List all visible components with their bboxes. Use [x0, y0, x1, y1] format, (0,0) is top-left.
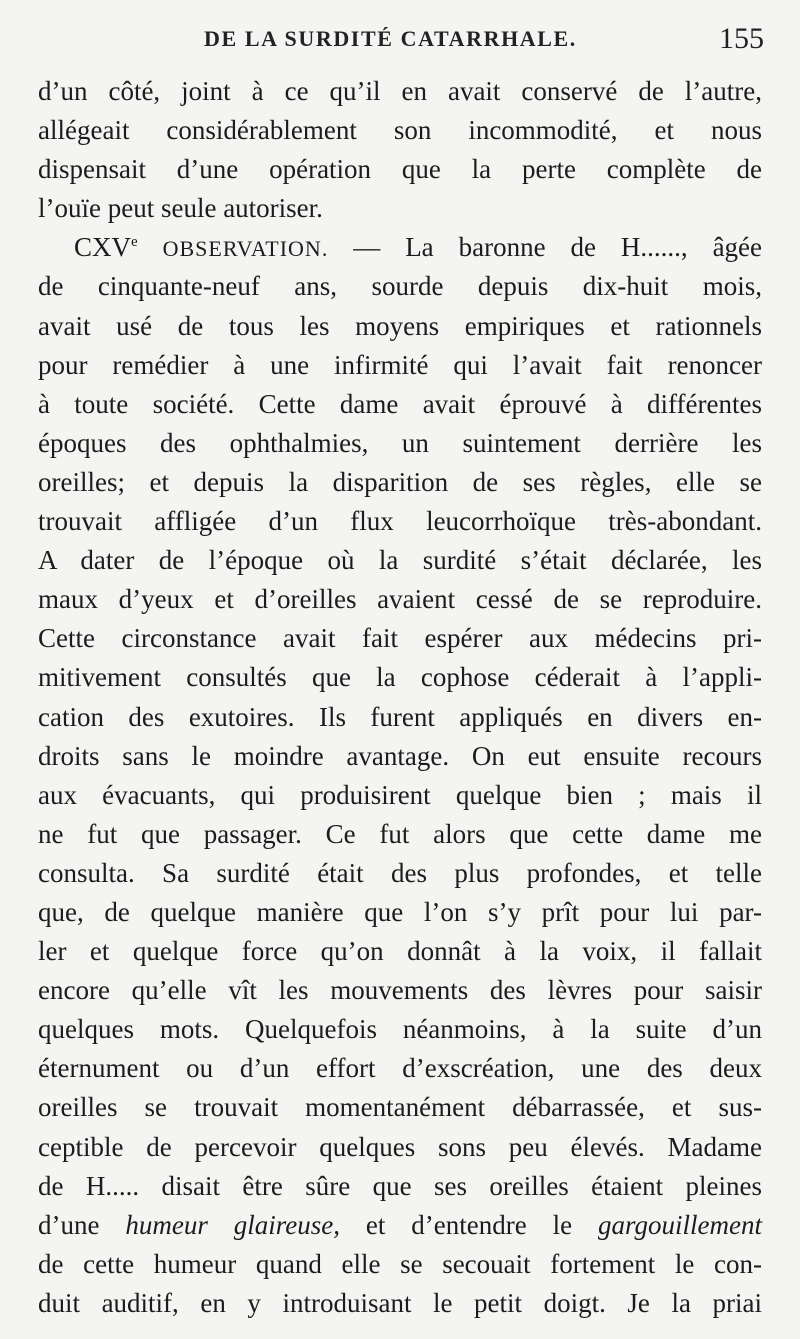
text-line: duit auditif, en y introduisant le petit doigt. Je la priai: [38, 1287, 762, 1318]
page-number: 155: [719, 22, 764, 55]
text-line: à toute société. Cette dame avait éprouvé à différentes: [38, 388, 762, 419]
running-title: DE LA SURDITÉ CATARRHALE.: [204, 26, 577, 51]
text-line: oreilles; et depuis la disparition de ses règles, elle se: [38, 466, 762, 497]
text-line: aux évacuants, qui produisirent quelque bien ; mais il: [38, 779, 762, 810]
text-line: d’un côté, joint à ce qu’il en avait conservé de l’autre,: [38, 76, 762, 106]
text-line: ne fut que passager. Ce fut alors que cette dame me: [38, 818, 762, 849]
text-line: de H..... disait être sûre que ses oreilles étaient pleines: [38, 1170, 762, 1201]
text-line: trouvait affligée d’un flux leucorrhoïque très-abondant.: [38, 506, 762, 537]
observation-label: OBSERVATION.: [162, 236, 329, 262]
line-segment: et d’entendre le: [365, 1209, 573, 1240]
running-head: [38, 22, 764, 58]
text-line: encore qu’elle vît les mouvements des lèvres pour saisir: [38, 975, 762, 1006]
text-line: dispensait d’une opération que la perte complète de: [38, 154, 762, 185]
line-segment: d’une: [38, 1209, 100, 1240]
text-line: l’ouïe peut seule autoriser.: [38, 193, 323, 224]
text-line: pour remédier à une infirmité qui l’avait fait renoncer: [38, 349, 762, 380]
text-line: oreilles se trouvait momentanément débarrassée, et sus-: [38, 1092, 762, 1123]
text-line: ler et quelque force qu’on donnât à la voix, il fallait: [38, 936, 762, 967]
italic-phrase-gargouillement: gargouillement: [598, 1209, 763, 1240]
text-line: allégeait considérablement son incommodité, et nous: [38, 115, 762, 146]
text-line: époques des ophthalmies, un suintement derrière les: [38, 427, 762, 458]
body-text: [38, 72, 762, 1323]
italic-phrase-humeur: humeur glaireuse,: [125, 1209, 341, 1240]
text-line: A dater de l’époque où la surdité s’était déclarée, les: [38, 545, 762, 576]
text-line: avait usé de tous les moyens empiriques et rationnels: [38, 310, 762, 341]
text-line: quelques mots. Quelquefois néanmoins, à la suite d’un: [38, 1014, 762, 1045]
text-line: de cinquante-neuf ans, sourde depuis dix-huit mois,: [38, 271, 762, 302]
text-line: Cette circonstance avait fait espérer aux médecins pri-: [38, 623, 762, 654]
text-line-italic: [38, 1206, 762, 1245]
text-line: cation des exutoires. Ils furent appliqués en divers en-: [38, 701, 762, 732]
observation-heading-line: [38, 228, 762, 267]
observation-number: CXV: [74, 232, 132, 263]
text-line: mitivement consultés que la cophose céderait à l’appli-: [38, 662, 762, 693]
observation-superscript: e: [131, 234, 138, 251]
text-line: consulta. Sa surdité était des plus profondes, et telle: [38, 857, 762, 888]
text-line: ceptible de percevoir quelques sons peu élevés. Madame: [38, 1131, 762, 1162]
text-line: éternument ou d’un effort d’exscréation, une des deux: [38, 1053, 762, 1084]
text-line: droits sans le moindre avantage. On eut ensuite recours: [38, 740, 762, 771]
text-line: que, de quelque manière que l’on s’y prît pour lui par-: [38, 896, 762, 927]
observation-text: — La baronne de H......, âgée: [353, 232, 763, 263]
text-line: de cette humeur quand elle se secouait fortement le con-: [38, 1248, 762, 1279]
text-line: maux d’yeux et d’oreilles avaient cessé de se reproduire.: [38, 584, 762, 615]
